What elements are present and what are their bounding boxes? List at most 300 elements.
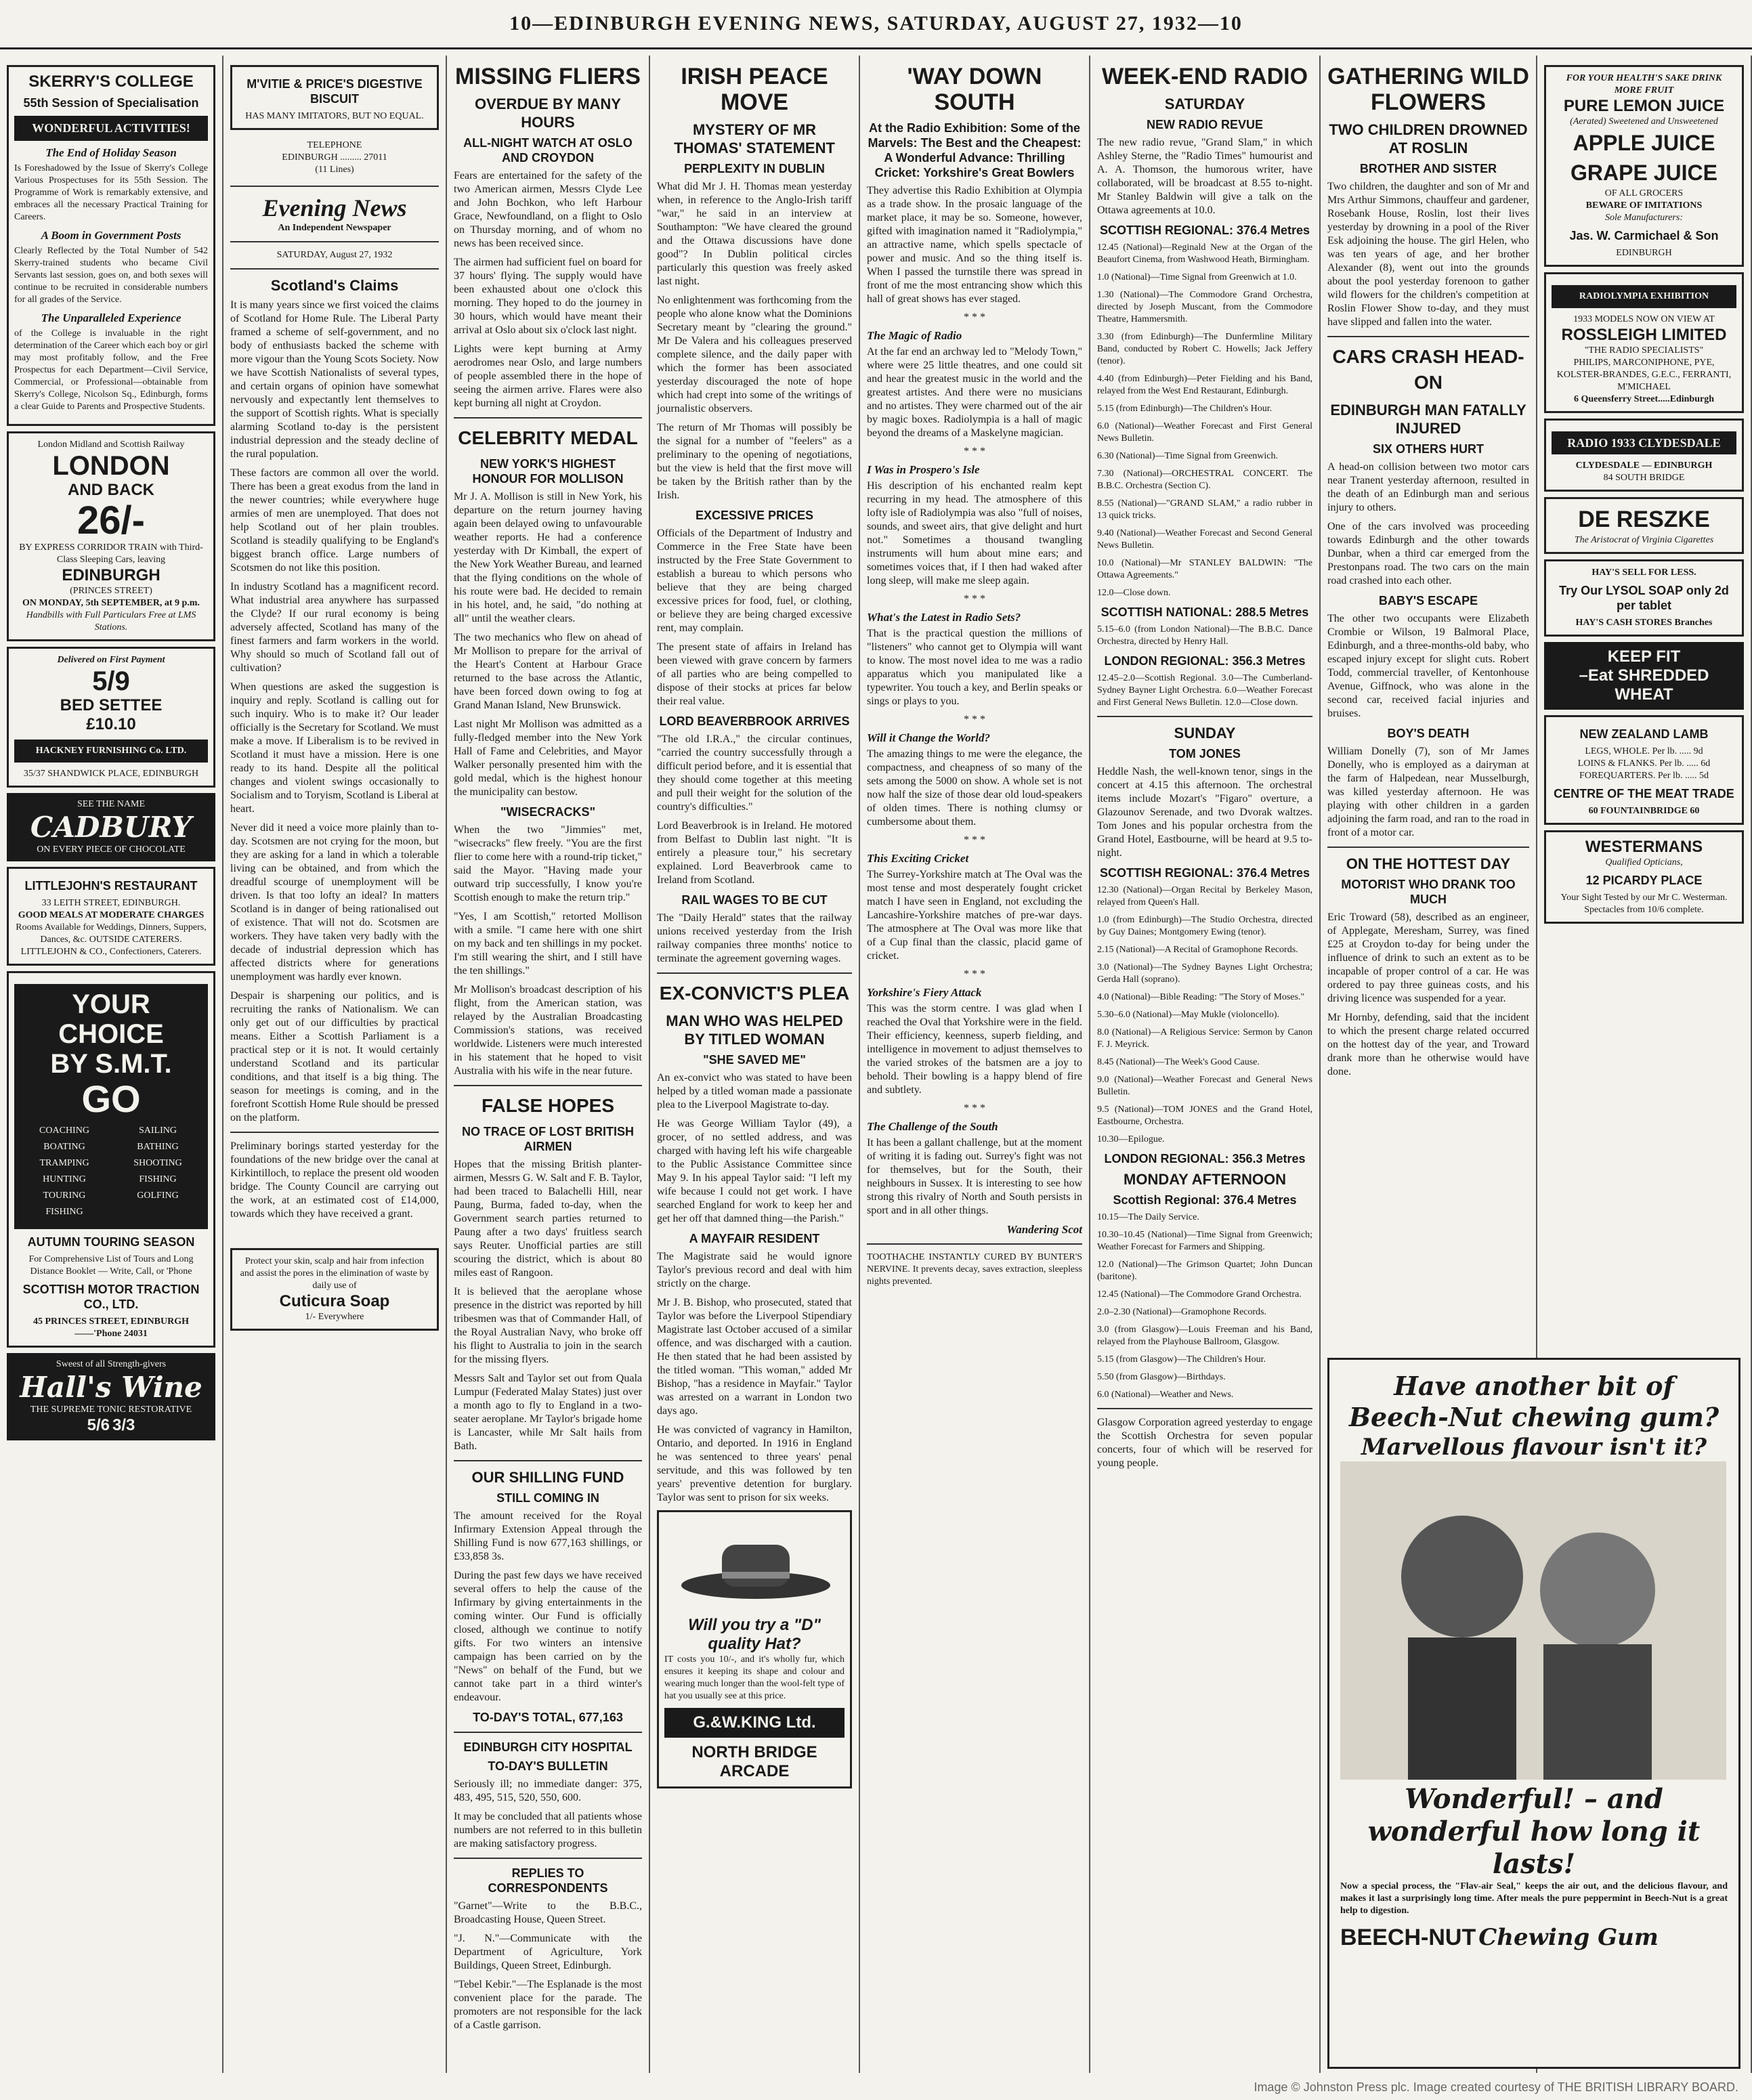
skerry-sub2: A Boom in Government Posts [41, 229, 181, 242]
article-paragraph: They advertise this Radio Exhibition at Olympia as a trade show. In the prosaic language of the market place, it may be so. Someone, however, gifted with imagination named it "Radiolympia," an attractive name, which spells spectacle of power and music. And so the thing itself is. When I passed the turnstile there was spread in front of me the most entrancing show which this hall of great shows has ever staged. [867, 185, 1082, 305]
cuticura-text: Protect your skin, scalp and hair from infection and assist the pores in the elimination of waste by daily use of [240, 1256, 429, 1291]
article-paragraph: What did Mr J. H. Thomas mean yesterday when, in reference to the Anglo-Irish tariff "war," he said in an interview at Southampton: "We have cleared the ground and the Ottawa discussions have done good"? In Dublin political circles particularly this question was freely asked last night. [657, 181, 852, 287]
mcvitie-imitators: HAS MANY IMITATORS, BUT NO EQUAL. [245, 111, 424, 121]
mayfair-head: A MAYFAIR RESIDENT [689, 1232, 820, 1245]
radio-listing: 8.0 (National)—A Religious Service: Sermon by Canon F. J. Meyrick. [1097, 1027, 1312, 1050]
divider [454, 1085, 642, 1086]
south-title: 'WAY DOWN SOUTH [907, 64, 1042, 115]
divider [657, 972, 852, 974]
flowers-sub: TWO CHILDREN DROWNED AT ROSLIN [1329, 121, 1528, 156]
reszke-name: DE RESZKE [1578, 507, 1710, 532]
article-paragraph: Mr J. A. Mollison is still in New York, his departure on the return journey having again been delayed owing to unfavourable weather reports. He had a conference yesterday with Dr Kimball, the expert of the New York Weather Bureau, and learned that the flying conditions on the whole of his route were bad. He decided to remain in his hotel, and, he said, "do nothing at all" until the weather clears. [454, 491, 642, 624]
hopes-title: FALSE HOPES [481, 1095, 615, 1116]
article-paragraph: It is believed that the aeroplane whose presence in the district was reported by hill tribesmen was that of Commander Hall, of the Royal Australian Navy, who broke off his flight to Australia to join in the search for the missing flyers. [454, 1286, 642, 1365]
radio-listing: 12.45 (National)—The Commodore Grand Orchestra. [1097, 1289, 1302, 1300]
radio-listing: 3.0 (National)—The Sydney Baynes Light Orchestra; Gerda Hall (soprano). [1097, 962, 1312, 985]
smt-activity: SHOOTING [133, 1158, 182, 1168]
opticians: Qualified Opticians, [1605, 857, 1683, 867]
cadbury-every: ON EVERY PIECE OF CHOCOLATE [37, 844, 186, 855]
divider: * * * [964, 593, 985, 605]
lamb-line: FOREQUARTERS. Per lb. ..... 5d [1579, 771, 1709, 781]
smt-address: 45 PRINCES STREET, EDINBURGH——'Phone 24031 [33, 1316, 189, 1339]
beech-name: BEECH-NUT [1340, 1925, 1476, 1950]
king-hat-advert [657, 1510, 852, 1788]
lms-advert [7, 431, 215, 641]
nz-lamb-advert [1544, 715, 1744, 825]
smt-activity: TRAMPING [39, 1158, 89, 1168]
telephone-label: TELEPHONE [307, 140, 362, 150]
grape-juice: GRAPE JUICE [1571, 160, 1717, 185]
fliers-title: MISSING FLIERS [455, 64, 641, 89]
radiolympia: RADIOLYMPIA EXHIBITION [1552, 285, 1736, 308]
radio-listing: 9.0 (National)—Weather Forecast and General News Bulletin. [1097, 1075, 1312, 1097]
smt-go: GO [81, 1077, 141, 1120]
radio-listing: 5.15 (from Edinburgh)—The Children's Hour. [1097, 404, 1273, 414]
radio-listing: 12.0 (National)—The Grimson Quartet; John Duncan (baritone). [1097, 1260, 1312, 1282]
latest-head: What's the Latest in Radio Sets? [867, 611, 1021, 624]
article-paragraph: The two mechanics who flew on ahead of Mr Mollison to prepare for the arrival of the Heart's Content at Harbour Grace returned to the base across the Atlantic, have been forced down owing to fog at Grand Manan Island, New Brunswick. [454, 632, 642, 711]
hay-stores: HAY'S CASH STORES Branches [1575, 618, 1713, 628]
carmichael-city: EDINBURGH [1616, 248, 1672, 258]
radio-listing: 1.0 (from Edinburgh)—The Studio Orchestra, directed by Guy Daines; Montgomery Ewing (tenor). [1097, 915, 1312, 937]
grocers: OF ALL GROCERS [1604, 188, 1684, 198]
article-paragraph: Officials of the Department of Industry and Commerce in the Free State have been instructed by the Free State Government to establish a bureau to which persons who believe that they are being charged excessive prices for food, fuel, or clothing, or believe they are being charged excessive rent, may complain. [657, 528, 852, 634]
halls-tonic: THE SUPREME TONIC RESTORATIVE [30, 1405, 192, 1415]
article-paragraph: He was convicted of vagrancy in Hamilton, Ontario, and deported. In 1916 in England he was sentenced to three years' penal servitude, and this was followed by ten years' preventive detention for burglary. Taylor was sent to prison for six weeks. [657, 1424, 852, 1503]
change-head: Will it Change the World? [867, 731, 991, 744]
imitations: BEWARE OF IMITATIONS [1585, 200, 1703, 211]
fund-total: TO-DAY'S TOTAL, 677,163 [473, 1711, 623, 1724]
cadbury-advert [7, 793, 215, 861]
article-paragraph: The return of Mr Thomas will possibly be the signal for a number of "feelers" as a preliminary to the opening of negotiations, but the view is held that the first move will be taken by the British rather than by the Irish. [657, 422, 852, 501]
keep-fit: KEEP FIT [1607, 647, 1681, 666]
article-paragraph: Two children, the daughter and son of Mr and Mrs Arthur Simmons, chauffeur and gardener, Rosebank House, Roslin, lost their lives yesterday by drowning in a pool of the River Esk adjoining the house. The girl Helen, who was ten years of age, and her brother Alexander (8), went out into the grounds about the pool yesterday forenoon to gather wild flowers for the children's competition at Roslin Flower Show to-day, and they must have slipped and fallen into the water. [1327, 181, 1529, 328]
article-paragraph: It has been a gallant challenge, but at the moment of writing it is fading out. Surrey's fight was not for themselves, but for the South, their neighbours in Sussex. It is interesting to see how strong this rivalry of North and South persists in sport and in all other things. [867, 1137, 1082, 1216]
hospital-sub: TO-DAY'S BULLETIN [488, 1759, 608, 1773]
centre-meat: CENTRE OF THE MEAT TRADE [1554, 787, 1734, 800]
radio-listing: 1.0 (National)—Time Signal from Greenwich at 1.0. [1097, 272, 1297, 282]
hot-sub: MOTORIST WHO DRANK TOO MUCH [1341, 878, 1516, 906]
hackney-cash: £10.10 [86, 715, 136, 733]
sunday-regional-head: SCOTTISH REGIONAL: 376.4 Metres [1099, 866, 1310, 880]
lms-date: ON MONDAY, 5th SEPTEMBER, at 9 p.m. [22, 598, 200, 608]
fund-sub: STILL COMING IN [496, 1491, 599, 1505]
leader-paragraph: Never did it need a voice more plainly than to-day. Scotsmen are not crying for the moon, but they are asking for a land in which a tolerable living can be obtained, and from which the dreadful scourge of unemployment will be driven. Is that too lofty an ideal? In matters Scotland is in danger of being rationalised out of existence. That will not do. Scotsmen are workers. They have taken very badly with the decade of industrial depression which has affected districts where for generations unemployment was hardly ever known. [230, 822, 439, 983]
article-paragraph: During the past few days we have received several offers to help the cause of the Infirmary by giving entertainments in the coming winter. Our Fund is officially closed, although we continue to notify gifts. For two winters an intensive campaign has been carried on by the "News" on behalf of the Fund, but we cannot take part in a third winter's endeavour. [454, 1570, 642, 1703]
radio-listing: 10.30–10.45 (National)—Time Signal from Greenwich; Weather Forecast for Farmers and Shipping. [1097, 1230, 1312, 1252]
sunday-sub: TOM JONES [1169, 747, 1241, 760]
fountainbridge: 60 FOUNTAINBRIDGE 60 [1588, 806, 1700, 816]
radio-listing: 5.50 (from Glasgow)—Birthdays. [1097, 1372, 1226, 1382]
article-paragraph: Eric Troward (58), described as an engineer, of Applegate, Meresham, Surrey, was fined £25 at Croydon to-day for being under the influence of drink to such an extent as to be incapable of proper control of a car. He was ordered to pay three guineas costs, and his driving licence was suspended for a year. [1327, 912, 1529, 1004]
article-paragraph: His description of his enchanted realm kept recurring in my head. The atmosphere of this lofty isle of Radiolympia was also "full of noises, sounds, and sweet airs, that give delight and hurt not." Sometimes a thousand twangling instruments will hum about mine ears; and sometimes voices that, if I then had waked after long sleep, will make me sleep again. [867, 480, 1082, 586]
cadbury-see: SEE THE NAME [77, 799, 146, 809]
queensferry: 6 Queensferry Street.....Edinburgh [1573, 394, 1714, 404]
hat-arcade: NORTH BRIDGE ARCADE [691, 1743, 817, 1780]
smt-activity: FISHING [45, 1207, 83, 1217]
halls-advert [7, 1353, 215, 1440]
divider [454, 1460, 642, 1461]
telephone-number: EDINBURGH ......... 27011 [282, 152, 387, 163]
article-paragraph: The new radio revue, "Grand Slam," in which Ashley Sterne, the "Radio Times" humourist and A. A. Thomson, the humorous writer, have collaborated, will be broadcast at 8.55 to-night. Mr Stanley Baldwin will give a talk on the Ottawa agreements at 10.0. [1097, 137, 1312, 216]
hackney-advert [7, 647, 215, 788]
carmichael-name: Jas. W. Carmichael & Son [1569, 229, 1719, 242]
leader-paragraph: When questions are asked the suggestion is inquiry and reply. Scotland is calling out for such inquiry. Who is to make it? Our leader officially is the Secretary for Scotland. We must make a move. If Liberalism is to be revived in Scotland it must have a mission. Here is one ready to its hand. Despite all the political changes and violent swings occasionally to Socialism and to Toryism, Scotland is Liberal at heart. [230, 681, 439, 815]
radio-listing: 3.0 (from Glasgow)—Louis Freeman and his Band, relayed from the Playhouse Ballroom, Glasgow. [1097, 1325, 1312, 1347]
radio-listing: 12.0—Close down. [1097, 588, 1171, 598]
radio-listing: 6.0 (National)—Weather Forecast and First General News Bulletin. [1097, 421, 1312, 444]
leader-paragraph: In industry Scotland has a magnificent record. What industrial area anywhere has surpassed the Clyde? If our rural economy is being adversely affected, Scotland has many of the finest farmers and farm workers in the world. Why should so much of Scotland fall out of cultivation? [230, 581, 439, 674]
radio-listing: 6.0 (National)—Weather and News. [1097, 1390, 1234, 1400]
irish-sub2: PERPLEXITY IN DUBLIN [684, 162, 825, 175]
leader-paragraph: Preliminary borings started yesterday for the foundations of the new bridge over the canal at Kirkintilloch, to replace the present old wooden bridge. The County Council are carrying out the work, at an estimated cost of £14,000, towards which they have received a grant. [230, 1140, 439, 1220]
clydesdale-addr: 84 SOUTH BRIDGE [1603, 473, 1685, 483]
leader-paragraph: Despair is sharpening our politics, and is recruiting the ranks of Nationalism. We can only get out of our difficulties by practical means. Either a Scottish Parliament is a practical step or it is not. It would certainly understand Scotland and its particular conditions, and that itself is a big thing. The season for meetings is coming, and in the forefront Scottish Home Rule should be pressed on the platform. [230, 990, 439, 1123]
littlejohn-addr: 33 LEITH STREET, EDINBURGH. [41, 898, 181, 908]
challenge-head: The Challenge of the South [867, 1120, 998, 1133]
sunday-head: SUNDAY [1174, 725, 1236, 742]
radio-listing: 9.40 (National)—Weather Forecast and Second General News Bulletin. [1097, 528, 1312, 551]
picardy-place: 12 PICARDY PLACE [1585, 874, 1703, 887]
divider [867, 1243, 1082, 1245]
halls-price: 5/6 [87, 1416, 110, 1434]
divider [230, 1132, 439, 1133]
cuticura-advert [230, 1248, 439, 1331]
lms-station: (PRINCES STREET) [70, 586, 152, 596]
article-paragraph: The present state of affairs in Ireland has been viewed with grave concern by farmers of all parties who are being compelled to dispose of their stocks at prices far below their real value. [657, 641, 852, 707]
leader-paragraph: These factors are common all over the world. There has been a great exodus from the land in the newer countries; while everywhere huge armies of men are unemployed. That does not help Scotland out of her plain troubles. Scotland is steadily qualifying to be England's biggest branch office. Large numbers of Scotsmen do not like this position. [230, 467, 439, 574]
irish-title: IRISH PEACE MOVE [681, 64, 828, 115]
convict-title: EX-CONVICT'S PLEA [659, 983, 850, 1004]
beech-have: Have another bit of Beech-Nut chewing gum? [1348, 1371, 1719, 1432]
lms-london: LONDON [52, 451, 170, 481]
littlejohn-meals: GOOD MEALS AT MODERATE CHARGES [18, 910, 205, 920]
article-paragraph: He was George William Taylor (49), a grocer, of no settled address, and was charged with having left his wife chargeable to the Public Assistance Committee since May 9. In his appeal Taylor said: "I left my wife because I could not get work. I have searched England for work to keep her and get her off that damned thing—the Parish." [657, 1118, 852, 1224]
cars-sub2: SIX OTHERS HURT [1372, 442, 1484, 456]
convict-sub: MAN WHO WAS HELPED BY TITLED WOMAN [666, 1012, 843, 1048]
fliers-sub: OVERDUE BY MANY HOURS [475, 95, 621, 131]
lms-edinburgh: EDINBURGH [62, 566, 161, 584]
halls-name: Hall's Wine [20, 1371, 202, 1404]
reszke-advert [1544, 497, 1744, 554]
article-paragraph: Heddle Nash, the well-known tenor, sings in the concert at 4.15 this afternoon. The orchestral items include Mozart's "Figaro" overture, a Glazounov Serenade, and two Dvorak waltzes. Tom Jones and his popular orchestra from the Grand Hotel, Eastbourne, will be heard at 9.5 to-night. [1097, 766, 1312, 859]
lemon-aerated: (Aerated) Sweetened and Unsweetened [1570, 116, 1718, 127]
radio-listing: 10.15—The Daily Service. [1097, 1212, 1199, 1222]
smt-activity: BOATING [43, 1142, 85, 1152]
convict-sub2: "SHE SAVED ME" [703, 1053, 806, 1067]
medal-title: CELEBRITY MEDAL [458, 427, 638, 448]
article-paragraph: "The old I.R.A.," the circular continues, "carried the country successfully through a difficult period before, and it is essential that they should come together at this meeting and pull their weight for the solution of the country's difficulties." [657, 733, 852, 813]
hackney-addr: 35/37 SHANDWICK PLACE, EDINBURGH [23, 769, 199, 779]
beech-nut-illustration [1340, 1461, 1726, 1780]
hospital-title: EDINBURGH CITY HOSPITAL [463, 1740, 633, 1754]
fliers-sub2: ALL-NIGHT WATCH AT OSLO AND CROYDON [463, 136, 633, 165]
column-5 [860, 56, 1090, 2073]
divider [454, 1732, 642, 1733]
article-paragraph: This was the storm centre. I was glad when I reached the Oval that Yorkshire were in the field. Their efficiency, keenness, superb fielding, and intelligence in movement to adjust themselves to the varied strokes of the batsmen are a joy to behold. Their bowling is a happy blend of fire and subtlety. [867, 1003, 1082, 1096]
article-paragraph: Mr Mollison's broadcast description of his flight, from the American station, was relayed by the Australian Broadcasting Commission's stations, was received worldwide. Listeners were much interested in his statement that he hoped to visit Australia with his wife in the near future. [454, 984, 642, 1077]
smt-comprehensive: For Comprehensive List of Tours and Long Distance Booklet — Write, Call, or 'Phone [28, 1254, 194, 1277]
radio-listing: 5.15 (from Glasgow)—The Children's Hour. [1097, 1354, 1266, 1365]
leader-title: Scotland's Claims [270, 277, 399, 294]
article-paragraph: Last night Mr Mollison was admitted as a fully-fledged member into the New York Hall of Fame and Celebrities, and Mayor Walker personally presented him with the gold medal, which is the highest honour the municipality can bestow. [454, 719, 642, 798]
article-paragraph: That is the practical question the millions of "listeners" who cannot get to Olympia will want to know. The most novel idea to me was a radio apparatus which you manipulated like a typewriter. You touch a key, and Berlin speaks or sings or plays to you. [867, 628, 1082, 707]
westermans-advert [1544, 830, 1744, 924]
divider: * * * [964, 834, 985, 846]
london-head: LONDON REGIONAL: 356.3 Metres [1104, 654, 1306, 668]
smt-company: SCOTTISH MOTOR TRACTION CO., LTD. [22, 1283, 200, 1311]
radio-listing: 4.0 (National)—Bible Reading: "The Story of Moses." [1097, 992, 1305, 1002]
cricket-head: This Exciting Cricket [867, 852, 969, 865]
radio-listing: 12.45–2.0—Scottish Regional. 3.0—The Cumberland-Sydney Bayner Light Orchestra. 6.0—Weather Forecast and First General News Bulletin. 12.0—Close down. [1097, 673, 1312, 708]
radio-specialists: "THE RADIO SPECIALISTS" [1584, 345, 1704, 356]
article-paragraph: The Surrey-Yorkshire match at The Oval was the most tense and most desperately fought cricket match I have seen in England, not excluding the Lancashire-Yorkshire matches of pre-war days. The atmosphere at The Oval was more like that of a Cup final than the classic, placid game of cricket. [867, 869, 1082, 962]
hot-title: ON THE HOTTEST DAY [1346, 855, 1511, 872]
article-paragraph: Lord Beaverbrook is in Ireland. He motored from Belfast to Dublin last night. "It is entirely a pleasure tour," his secretary explained. Lord Beaverbrook came to Ireland from Scotland. [657, 820, 852, 886]
monday-regional-head: Scottish Regional: 376.4 Metres [1113, 1193, 1297, 1207]
article-paragraph: "J. N."—Communicate with the Department of Agriculture, York Buildings, Queen Street, Edinburgh. [454, 1933, 642, 1971]
rossleigh-name: ROSSLEIGH LIMITED [1561, 326, 1727, 344]
hackney-head: Delivered on First Payment [57, 655, 165, 665]
skerry-session: 55th Session of Specialisation [23, 96, 199, 110]
divider: * * * [964, 968, 985, 980]
radio-listing: 7.30 (National)—ORCHESTRAL CONCERT. The B.B.C. Orchestra (Section C). [1097, 469, 1312, 491]
radio-listing: 4.40 (from Edinburgh)—Peter Fielding and his Band, relayed from the West End Restaurant, Edinburgh. [1097, 374, 1312, 396]
radio-listing: 10.30—Epilogue. [1097, 1134, 1165, 1144]
smt-activity: BATHING [137, 1142, 179, 1152]
skerry-p3: of the College is invaluable in the right determination of the Career which each boy or girl may most profitably follow, and the Free Prospectus for each Department—Civil Service, Commercial, or Professional—obtainable from Skerry's College, Nicolson Sq., Edinburgh, forms a clear Guide to Parents and Prospective Students. [14, 328, 208, 412]
spectacles: Your Sight Tested by our Mr C. Westerman. Spectacles from 10/6 complete. [1560, 893, 1728, 915]
column-1 [0, 56, 223, 2073]
article-paragraph: The amazing things to me were the elegance, the compactness, and cheapness of so many of the sets among the 5000 on show. A whole set is not now half the size of those dear old loud-speakers of olden times. There is nothing clumsy or cumbersome about them. [867, 748, 1082, 828]
skerry-sub3: The Unparalleled Experience [41, 312, 181, 324]
article-paragraph: The Magistrate said he would ignore Taylor's previous record and deal with him strictly on the charge. [657, 1251, 852, 1289]
radio-listing: 12.45 (National)—Reginald New at the Organ of the Beaufort Cinema, from Washwood Heath, Birmingham. [1097, 242, 1312, 265]
article-paragraph: "Garnet"—Write to the B.B.C., Broadcasting House, Queen Street. [454, 1900, 642, 1925]
national-head: SCOTTISH NATIONAL: 288.5 Metres [1101, 605, 1309, 619]
cuticura-name: Cuticura Soap [279, 1292, 390, 1310]
smt-activity: GOLFING [137, 1191, 179, 1201]
radio-brands: PHILIPS, MARCONIPHONE, PYE, KOLSTER-BRANDES, G.E.C., FERRANTI, M'MICHAEL [1556, 358, 1732, 392]
hackney-bed: BED SETTEE [60, 696, 163, 714]
lms-by: BY EXPRESS CORRIDOR TRAIN with Third-Class Sleeping Cars, leaving [19, 542, 203, 565]
skerry-title: SKERRY'S COLLEGE [28, 72, 194, 91]
flowers-title: GATHERING WILD FLOWERS [1327, 64, 1529, 115]
halls-sweet: Sweest of all Strength-givers [56, 1359, 167, 1369]
radio-listing: 8.45 (National)—The Week's Good Cause. [1097, 1057, 1260, 1067]
mcvitie-head: M'VITIE & PRICE'S DIGESTIVE BISCUIT [247, 77, 423, 106]
lms-handbills: Handbills with Full Particulars Free at LMS Stations. [26, 610, 196, 633]
skerry-p1: Is Foreshadowed by the Issue of Skerry's College Various Prospectuses for its 55th Session. The Programme of Work is remarkably extensive, and embraces all the necessary Practical Training for Careers. [14, 163, 208, 222]
independent-line: An Independent Newspaper [278, 223, 391, 233]
divider [1327, 847, 1529, 848]
smt-activity: TOURING [43, 1191, 86, 1201]
lms-line: London Midland and Scottish Railway [37, 440, 185, 450]
article-paragraph: Mr J. B. Bishop, who prosecuted, stated that Taylor was before the Liverpool Stipendiary Magistrate last October accused of a similar offence, and was discharged with a caution. He then stated that he had been assisted by the titled woman. "This woman," added Mr Bishop, "has a residence in Mayfair." Taylor was arrested on a warrant in London two days ago. [657, 1297, 852, 1417]
divider: * * * [964, 312, 985, 323]
wisecracks-head: "WISECRACKS" [500, 805, 596, 819]
column-2 [223, 56, 447, 2073]
article-paragraph: The airmen had sufficient fuel on board for 37 hours' flying. The supply would have been exhausted about one o'clock this morning. They hoped to do the journey in 30 hours, which would have meant their arrival at Oslo about six o'clock last night. [454, 257, 642, 336]
masthead-title: Evening News [262, 194, 407, 221]
divider [1097, 716, 1312, 717]
radio-1933: RADIO 1933 CLYDESDALE [1552, 431, 1736, 454]
divider [230, 268, 439, 270]
boy-head: BOY'S DEATH [1387, 727, 1470, 740]
littlejohn-ltd: LITTLEJOHN & CO., Confectioners, Caterers. [20, 947, 202, 957]
article-paragraph: It may be concluded that all patients whose numbers are not referred to in this bulletin are making satisfactory progress. [454, 1811, 642, 1849]
saturday-head: SATURDAY [1164, 95, 1245, 112]
cars-title: CARS CRASH HEAD-ON [1332, 346, 1524, 393]
radio-listing: 9.5 (National)—TOM JONES and the Grand Hotel, Eastbourne, Orchestra. [1097, 1105, 1312, 1127]
radio-listing: 5.30–6.0 (National)—May Mukle (violoncello). [1097, 1010, 1280, 1020]
toothache-advert: TOOTHACHE INSTANTLY CURED BY BUNTER'S NERVINE. It prevents decay, saves extraction, sleepless nights prevented. [867, 1252, 1082, 1287]
halls-price-2: 3/3 [112, 1416, 135, 1434]
article-paragraph: Glasgow Corporation agreed yesterday to engage the Scottish Orchestra for seven popular concerts, four of which will be reserved for young people. [1097, 1417, 1312, 1469]
article-paragraph: William Donelly (7), son of Mr James Donelly, who is employed as a dairyman at the farm of Halpedean, near Musselburgh, was killed yesterday afternoon. He was playing with other children in a garden adjoining the farm road, and ran to the road in front of a motor car. [1327, 746, 1529, 838]
monday-head: MONDAY AFTERNOON [1124, 1171, 1286, 1188]
medal-sub: NEW YORK'S HIGHEST HONOUR FOR MOLLISON [472, 457, 624, 486]
replies-title: REPLIES TO CORRESPONDENTS [488, 1866, 608, 1895]
hackney-price: 5/9 [92, 666, 130, 696]
article-paragraph: "Tebel Kebir."—The Esplanade is the most convenient place for the parade. The promoters are not responsible for the lack of a Castle garrison. [454, 1979, 642, 2031]
article-paragraph: Lights were kept burning at Army aerodromes near Oslo, and large numbers of people assembled there in the hope of seeing the airmen arrive. Flares were also kept burning all night at Croydon. [454, 343, 642, 409]
radio-listing: 3.30 (from Edinburgh)—The Dunfermline Military Band, conducted by Robert C. Howells; Jack Jeffery (tenor). [1097, 332, 1312, 366]
cars-sub: EDINBURGH MAN FATALLY INJURED [1330, 402, 1526, 437]
divider: * * * [964, 446, 985, 457]
byline: Wandering Scot [1006, 1223, 1082, 1236]
column-6 [1090, 56, 1321, 2073]
hat-illustration [664, 1518, 847, 1612]
page-masthead: 10—EDINBURGH EVENING NEWS, SATURDAY, AUGUST 27, 1932—10 [0, 0, 1752, 49]
shredded-wheat: –Eat SHREDDED WHEAT [1579, 666, 1709, 704]
radio-models: 1933 MODELS NOW ON VIEW AT [1573, 314, 1715, 324]
westermans: WESTERMANS [1585, 838, 1703, 856]
hopes-sub: NO TRACE OF LOST BRITISH AIRMEN [462, 1125, 634, 1153]
article-paragraph: At the far end an archway led to "Melody Town," where were 25 little theatres, and one could sit and hear the greatest music in the world and the greatest artistes. And there were no musicians and no artistes. They were charmed out of the air by magic boxes. Radiolympia is a hall of magic beyond the dreams of a Maskelyne magician. [867, 346, 1082, 439]
smt-illustration [14, 984, 208, 1229]
beech-text: Now a special process, the "Flav-air Seal," keeps the air out, and the delicious flavour, and makes it last a surprisingly long time. After meals the pure peppermint in Beech-Nut is a great help to digestion. [1340, 1881, 1728, 1916]
baby-head: BABY'S ESCAPE [1378, 594, 1478, 607]
beech-marvellous: Marvellous flavour isn't it? [1361, 1434, 1707, 1461]
radio-listing: 10.0 (National)—Mr STANLEY BALDWIN: "The Ottawa Agreements." [1097, 558, 1312, 580]
nz-lamb: NEW ZEALAND LAMB [1579, 727, 1709, 741]
divider [230, 241, 439, 242]
leader-paragraph: It is many years since we first voiced the claims of Scotland for Home Rule. The Liberal Party framed a scheme of self-government, and no body of enthusiasts backed the scheme with more vigour than the Young Scots Society. Now we have Scottish Nationalists of several types, and certain organs of opinion have somewhat nervously and expectantly lent themselves to the support of Scottish rights. What is specially alarming Scotland to-day is the persistent industrial depression and the steady decline of the rural population. [230, 299, 439, 460]
south-intro: At the Radio Exhibition: Some of the Marvels: The Best and the Cheapest: A Wonderful Advance: Thrilling Cricket: Yorkshire's Great Bowlers [868, 121, 1082, 179]
fund-title: OUR SHILLING FUND [471, 1469, 624, 1486]
radio-listing: 2.15 (National)—A Recital of Gramophone Records. [1097, 945, 1298, 955]
skerry-p2: Clearly Reflected by the Total Number of 542 Skerry-trained students who became Civil Servants last session, goes on, and both sexes will continue to be recruited in considerable numbers for all grades of the Service. [14, 246, 208, 305]
fiery-head: Yorkshire's Fiery Attack [867, 986, 982, 999]
cuticura-price: 1/- Everywhere [305, 1312, 364, 1322]
hay-advert [1544, 559, 1744, 637]
irish-sub: MYSTERY OF MR THOMAS' STATEMENT [674, 121, 835, 156]
radio-listing: 2.0–2.30 (National)—Gramophone Records. [1097, 1307, 1266, 1317]
carmichael-advert [1544, 65, 1744, 267]
skerry-advert [7, 65, 215, 426]
clydesdale-advert [1544, 419, 1744, 492]
smt-advert [7, 971, 215, 1348]
cadbury-name: CADBURY [30, 811, 192, 844]
article-paragraph: Hopes that the missing British planter-airmen, Messrs G. W. Salt and F. B. Taylor, had been traced to Balachelli Hill, near Paung, Burma, faded to-day, when the Government search parties returned to Paung after a two days' fruitless search says Reuter. Unofficial parties are still scouring the district, which is about 80 miles east of Rangoon. [454, 1159, 642, 1279]
telephone-lines: (11 Lines) [315, 165, 354, 175]
rossleigh-advert [1544, 272, 1744, 413]
smt-by: BY S.M.T. [50, 1049, 172, 1079]
lms-price: 26/- [77, 498, 145, 542]
smt-activity: SAILING [139, 1126, 177, 1136]
divider [1327, 336, 1529, 337]
shredded-wheat-advert [1544, 642, 1744, 710]
health-head: FOR YOUR HEALTH'S SAKE DRINK MORE FRUIT [1566, 73, 1722, 95]
image-credit: Image © Johnston Press plc. Image created courtesy of THE BRITISH LIBRARY BOARD. [1254, 2080, 1738, 2094]
lamb-line: LOINS & FLANKS. Per lb. ..... 6d [1577, 758, 1711, 769]
smt-autumn: AUTUMN TOURING SEASON [27, 1235, 195, 1249]
lms-and-back: AND BACK [68, 481, 154, 499]
radio-listing: 6.30 (National)—Time Signal from Greenwich. [1097, 451, 1278, 461]
beech-gum: Chewing Gum [1478, 1924, 1659, 1951]
clydesdale-name: CLYDESDALE — EDINBURGH [1575, 460, 1713, 471]
lord-head: LORD BEAVERBROOK ARRIVES [659, 714, 850, 728]
divider [454, 1858, 642, 1859]
divider: * * * [964, 1102, 985, 1114]
article-paragraph: Mr Hornby, defending, said that the incident to which the present charge related occurred on the hottest day of the year, and Troward drank more than he otherwise would have done. [1327, 1012, 1529, 1077]
article-paragraph: "Yes, I am Scottish," retorted Mollison with a smile. "I came here with one shirt on my back and ten shillings in my pocket. I'm still wearing the shirt, and I still have the ten shillings." [454, 911, 642, 977]
flowers-sub2: BROTHER AND SISTER [1359, 162, 1497, 175]
prospero-head: I Was in Prospero's Isle [867, 463, 980, 476]
hat-text: IT costs you 10/-, and it's wholly fur, which ensures it keeping its shape and colour and wearing much longer than the wool-felt type of hat you usually see at this price. [664, 1654, 845, 1701]
hay-sell: HAY'S SELL FOR LESS. [1591, 567, 1696, 578]
saturday-sub: NEW RADIO REVUE [1146, 118, 1263, 131]
article-paragraph: A head-on collision between two motor cars near Tranent yesterday afternoon, resulted in the death of an Edinburgh man and serious injury to others. [1327, 461, 1529, 513]
divider [454, 417, 642, 419]
telephone-block [230, 140, 439, 176]
article-paragraph: The "Daily Herald" states that the railway unions received yesterday from the Irish railway companies three months' notice to terminate the agreement governing wages. [657, 912, 852, 964]
article-paragraph: Messrs Salt and Taylor set out from Quala Lumpur (Federated Malay States) just over a month ago to fly to England in a two-seater aeroplane. Mr Taylor's brigade home is Lancaster, while Mr Salt hails from Bath. [454, 1373, 642, 1452]
smt-activity: FISHING [139, 1174, 177, 1184]
sunday-london-head: LONDON REGIONAL: 356.3 Metres [1104, 1152, 1306, 1165]
column-4 [650, 56, 860, 2073]
divider [230, 186, 439, 187]
beech-nut-advert [1327, 1358, 1740, 2069]
lamb-line: LEGS, WHOLE. Per lb. ..... 9d [1585, 746, 1703, 756]
divider: * * * [964, 714, 985, 725]
rail-head: RAIL WAGES TO BE CUT [681, 893, 828, 907]
magic-head: The Magic of Radio [867, 329, 962, 342]
prices-head: EXCESSIVE PRICES [695, 509, 814, 522]
littlejohn-name: LITTLEJOHN'S RESTAURANT [24, 879, 198, 893]
radio-listing: 5.15–6.0 (from London National)—The B.B.C. Dance Orchestra, directed by Henry Hall. [1097, 624, 1312, 647]
radio-listing: 8.55 (National)—"GRAND SLAM," a radio rubber in 13 quick tricks. [1097, 498, 1312, 521]
article-paragraph: The other two occupants were Elizabeth Crombie or Wilson, 19 Balmoral Place, Edinburgh, and a three-months-old baby, who escaped injury except for slight cuts. Robert Todd, commercial traveller, of Kentonhouse Avenue, Giffnock, who was alone in the second car, received facial injuries and bruises. [1327, 613, 1529, 719]
radio-listing: 12.30 (National)—Organ Recital by Berkeley Mason, relayed from Queen's Hall. [1097, 885, 1312, 907]
littlejohn-rooms: Rooms Available for Weddings, Dinners, Suppers, Dances, &c. OUTSIDE CATERERS. [16, 922, 207, 945]
littlejohn-advert [7, 867, 215, 966]
hackney-name: HACKNEY FURNISHING Co. LTD. [14, 740, 208, 763]
article-paragraph: The amount received for the Royal Infirmary Extension Appeal through the Shilling Fund is now 677,163 shillings, or £33,858 3s. [454, 1510, 642, 1562]
lemon-title: PURE LEMON JUICE [1563, 97, 1725, 115]
article-paragraph: No enlightenment was forthcoming from the people who alone know what the Dominions Secretary meant by "clearing the ground." Mr De Valera and his colleagues preserved complete silence, and the daily paper with which the former has been associated yesterday discouraged the note of hope which had crept into some of the writings of journalistic observers. [657, 295, 852, 414]
article-paragraph: An ex-convict who was stated to have been helped by a titled woman made a passionate plea to the Liverpool Magistrate to-day. [657, 1072, 852, 1111]
lysol: Try Our LYSOL SOAP only 2d per tablet [1559, 584, 1729, 612]
radio-listing: 1.30 (National)—The Commodore Grand Orchestra, directed by Joseph Muscant, from the Commodore Theatre, Hammersmith. [1097, 290, 1312, 324]
smt-activity: HUNTING [43, 1174, 86, 1184]
hat-question: Will you try a "D" quality Hat? [688, 1616, 821, 1653]
radio-title: WEEK-END RADIO [1101, 64, 1308, 89]
page-date: SATURDAY, August 27, 1932 [276, 250, 393, 260]
beech-wonderful: Wonderful! – and wonderful how long it lasts! [1367, 1783, 1701, 1880]
reszke-aristocrat: The Aristocrat of Virginia Cigarettes [1574, 535, 1714, 545]
